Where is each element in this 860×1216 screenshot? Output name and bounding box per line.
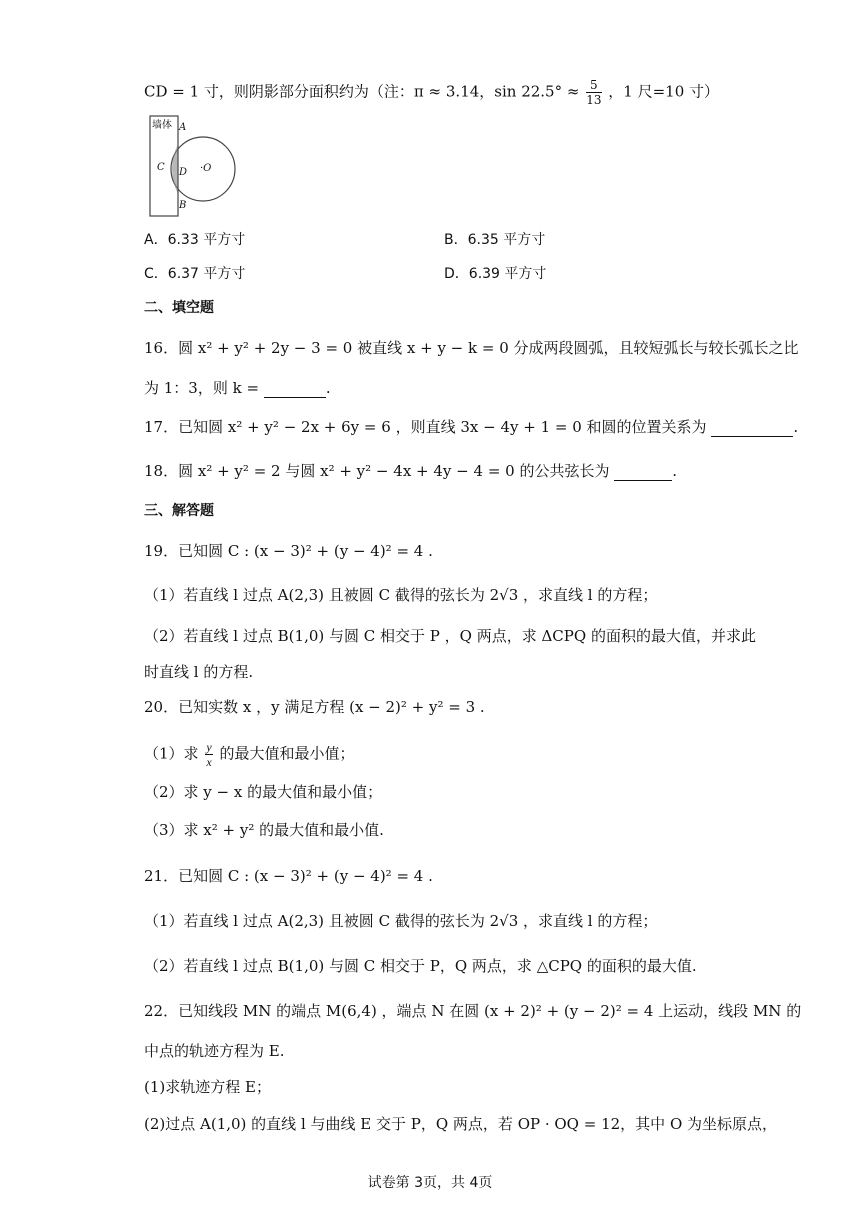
q21-part2: （2）若直线 l 过点 B(1,0) 与圆 C 相交于 P，Q 两点，求 △CPQ 的面积的最大值.: [144, 957, 697, 975]
q19-part2-line1: （2）若直线 l 过点 B(1,0) 与圆 C 相交于 P ，Q 两点，求 ΔCPQ 的面积的最大值，并求此: [144, 627, 756, 645]
q22-part2: (2)过点 A(1,0) 的直线 l 与曲线 E 交于 P，Q 两点，若 OP · OQ = 12，其中 O 为坐标原点，: [144, 1115, 778, 1133]
sin-fraction: [586, 78, 601, 107]
q16-line2: [144, 378, 331, 398]
fraction-numerator: y: [206, 740, 212, 754]
q20-part1-post: 的最大值和最小值；: [219, 744, 355, 763]
q16-end: .: [325, 379, 331, 397]
q18-line: [144, 461, 677, 481]
option-b: [444, 230, 545, 250]
q21-part1: （1）若直线 l 过点 A(2,3) 且被圆 C 截得的弦长为 2√3 ，求直线 l 的方程；: [144, 912, 658, 930]
q20-stem: 20．已知实数 x ，y 满足方程 (x − 2)² + y² = 3 .: [144, 698, 485, 716]
option-c-value: 6.37 平方寸: [167, 266, 246, 282]
q22-line2: 中点的轨迹方程为 E.: [144, 1042, 285, 1060]
option-c-label: C．: [144, 266, 168, 282]
wall-circle-figure: [148, 114, 240, 218]
point-o-label: ·O: [200, 163, 212, 174]
q18-text: 18．圆 x² + y² = 2 与圆 x² + y² − 4x + 4y − 4 = 0 的公共弦长为: [144, 462, 610, 480]
q18-end: .: [672, 462, 678, 480]
point-d-label: D: [179, 167, 188, 178]
q20-part1: [144, 740, 354, 769]
q17-answer-blank[interactable]: [711, 422, 793, 437]
option-a-label: A．: [144, 232, 168, 248]
q18-answer-blank[interactable]: [614, 466, 672, 481]
y-over-x-fraction: [205, 740, 212, 769]
point-c-label: C: [157, 162, 165, 173]
q17-line: [144, 417, 798, 437]
q20-part2: （2）求 y − x 的最大值和最小值；: [144, 783, 383, 801]
point-a-label: A: [179, 122, 187, 133]
option-a-value: 6.33 平方寸: [167, 232, 246, 248]
q17-text: 17．已知圆 x² + y² − 2x + 6y = 6 ，则直线 3x − 4y + 1 = 0 和圆的位置关系为: [144, 418, 707, 436]
q19-stem: 19．已知圆 C : (x − 3)² + (y − 4)² = 4 .: [144, 542, 433, 560]
option-d: [444, 264, 546, 284]
point-b-label: B: [179, 200, 187, 211]
intro-tail: ，1 尺=10 寸）: [608, 82, 720, 101]
q16-line1: 16．圆 x² + y² + 2y − 3 = 0 被直线 x + y − k = 0 分成两段圆弧，且较短弧长与较长弧长之比: [144, 339, 799, 357]
q16-answer-blank[interactable]: [264, 383, 326, 398]
option-b-label: B．: [444, 232, 468, 248]
q19-part2-line2: 时直线 l 的方程.: [144, 663, 254, 681]
intro-line: [144, 78, 719, 107]
fraction-denominator: x: [206, 755, 212, 769]
intro-text: CD = 1 寸，则阴影部分面积约为（注：π ≈ 3.14，sin 22.5° ≈: [144, 82, 580, 101]
option-d-value: 6.39 平方寸: [468, 266, 547, 282]
option-b-value: 6.35 平方寸: [467, 232, 546, 248]
page-footer: 试卷第 3页，共 4页: [367, 1175, 493, 1191]
q22-part1: (1)求轨迹方程 E；: [144, 1078, 271, 1096]
q20-part1-pre: （1）求: [144, 744, 199, 763]
fraction-numerator: 5: [586, 78, 601, 93]
option-d-label: D．: [444, 266, 469, 282]
section-answer-heading: 三、解答题: [144, 503, 214, 519]
option-a: [144, 230, 245, 250]
wall-label: 墙体: [152, 120, 172, 131]
q19-part1: （1）若直线 l 过点 A(2,3) 且被圆 C 截得的弦长为 2√3 ，求直线 l 的方程；: [144, 586, 658, 604]
section-fill-in-heading: 二、填空题: [144, 300, 214, 316]
q20-part3: （3）求 x² + y² 的最大值和最小值.: [144, 821, 384, 839]
q16-text: 为 1：3，则 k =: [144, 379, 260, 397]
option-c: [144, 264, 245, 284]
q22-line1: 22．已知线段 MN 的端点 M(6,4) ，端点 N 在圆 (x + 2)² + (y − 2)² = 4 上运动，线段 MN 的: [144, 1002, 802, 1020]
q21-stem: 21．已知圆 C : (x − 3)² + (y − 4)² = 4 .: [144, 867, 433, 885]
fraction-denominator: 13: [586, 93, 602, 107]
q17-end: .: [793, 418, 799, 436]
